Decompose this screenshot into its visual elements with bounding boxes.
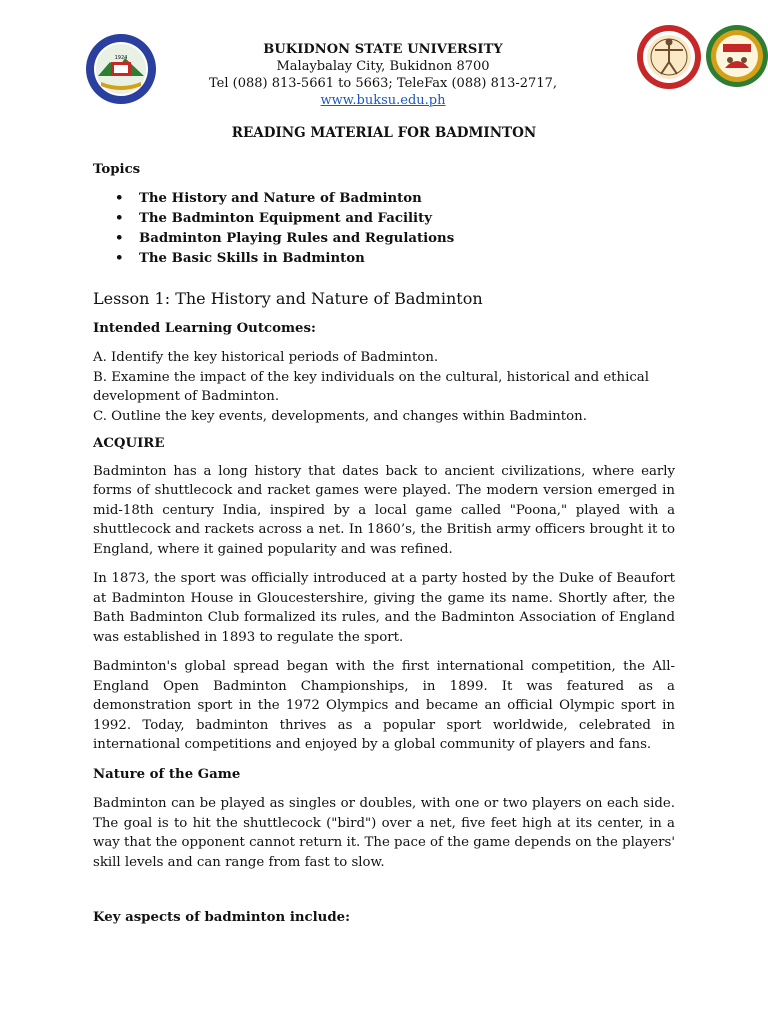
topics-list bbox=[93, 189, 675, 269]
learning-outcomes-heading: Intended Learning Outcomes: bbox=[93, 320, 316, 336]
university-seal-icon bbox=[84, 32, 158, 106]
bullet-icon: • bbox=[115, 251, 124, 266]
seal-year: 1924 bbox=[114, 55, 128, 61]
website-link[interactable]: www.buksu.edu.ph bbox=[320, 93, 446, 108]
history-paragraph: Badminton's global spread began with the first international competition, the All-England Open Badminton Championships, in 1899. It was featured as a demonstration sport in the 1972 Olympics and became an official Olympic sport in 1992. Today, badminton thrives as a popular sport worldwide, celebrated in international competitions and enjoyed by a global community of players and fans. bbox=[93, 659, 675, 752]
bullet-icon: • bbox=[115, 231, 124, 246]
learning-outcomes-list bbox=[93, 348, 675, 426]
topics-label: Topics bbox=[93, 161, 141, 177]
university-address: Malaybalay City, Bukidnon 8700 bbox=[276, 59, 490, 74]
university-name: BUKIDNON STATE UNIVERSITY bbox=[263, 42, 503, 57]
contact-line bbox=[160, 75, 606, 109]
lesson-title: Lesson 1: The History and Nature of Badminton bbox=[93, 289, 483, 308]
list-item: • Badminton Playing Rules and Regulations bbox=[139, 229, 675, 249]
outcome-item: C. Outline the key events, developments, and changes within Badminton. bbox=[93, 408, 587, 424]
nature-heading: Nature of the Game bbox=[93, 766, 241, 782]
history-paragraph: Badminton has a long history that dates back to ancient civilizations, where early forms of shuttlecock and racket games were played. The modern version emerged in mid-18th century India, inspired by a local game called "Poona," played with a shuttlecock and rackets across a net. In 1860’s, the British army officers brought it to England, where it gained popularity and was refined. bbox=[93, 463, 675, 557]
history-paragraph: In 1873, the sport was officially introduced at a party hosted by the Duke of Beaufort at Badminton House in Gloucestershire, giving the game its name. Shortly after, the Bath Badminton Club formalized its rules, and the Badminton Association of England was established in 1893 to regulate the sport. bbox=[93, 571, 675, 645]
list-item: • The History and Nature of Badminton bbox=[139, 189, 675, 209]
document-body bbox=[93, 120, 675, 928]
key-aspects-heading: Key aspects of badminton include: bbox=[93, 910, 351, 925]
college-seal-icon bbox=[636, 24, 702, 90]
department-seal-icon bbox=[705, 24, 768, 88]
bullet-icon: • bbox=[115, 211, 124, 226]
nature-paragraph: Badminton can be played as singles or doubles, with one or two players on each side. The goal is to hit the shuttlecock ("bird") over a net, five feet high at its center, in a way that the opponent cannot return it. The pace of the game depends on the players' skill levels and can range from fast to slow. bbox=[93, 796, 675, 870]
list-item: • The Badminton Equipment and Facility bbox=[139, 209, 675, 229]
contact-numbers: Tel (088) 813-5661 to 5663; TeleFax (088) 813-2717, bbox=[208, 76, 557, 91]
header-text bbox=[160, 41, 606, 109]
outcome-item: B. Examine the impact of the key individuals on the cultural, historical and ethical development of Badminton. bbox=[93, 369, 649, 404]
list-item: • The Basic Skills in Badminton bbox=[139, 249, 675, 269]
letterhead bbox=[0, 0, 768, 110]
acquire-heading: ACQUIRE bbox=[93, 436, 165, 451]
outcome-item: A. Identify the key historical periods of Badminton. bbox=[93, 350, 439, 365]
bullet-icon: • bbox=[115, 191, 124, 206]
document-title: READING MATERIAL FOR BADMINTON bbox=[231, 125, 537, 141]
